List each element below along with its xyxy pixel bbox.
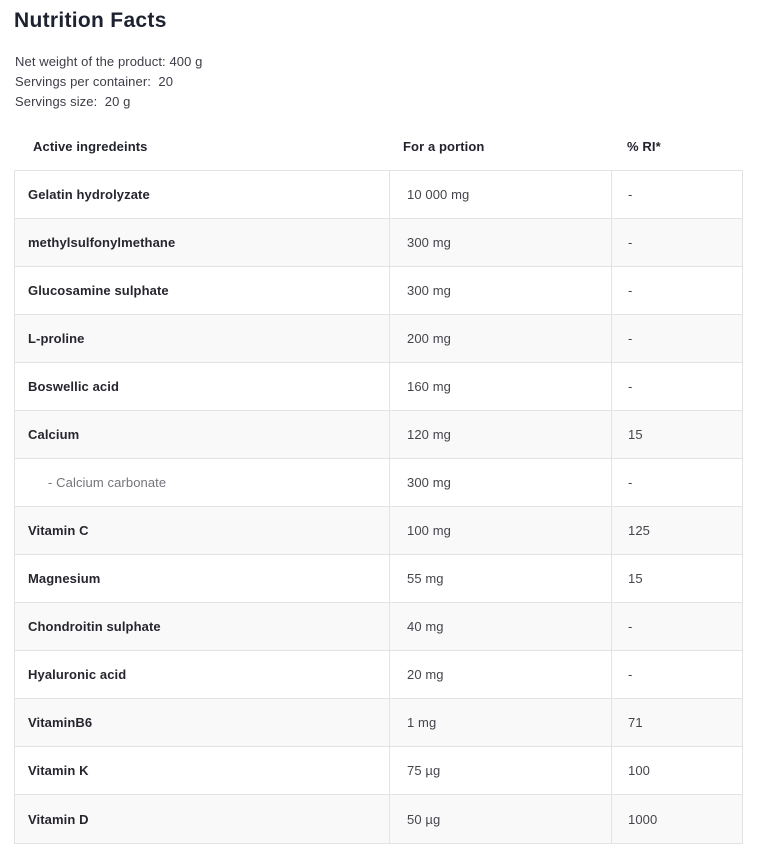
ingredient-name: - Calcium carbonate (15, 459, 390, 506)
ingredients-table (14, 170, 743, 844)
ingredient-name: Calcium (15, 411, 390, 458)
portion-value: 10 000 mg (390, 171, 612, 218)
portion-value: 75 µg (390, 747, 612, 794)
ri-value: 71 (628, 715, 643, 730)
page-title: Nutrition Facts (14, 9, 167, 32)
table-row (15, 795, 742, 843)
ingredient-name: Hyaluronic acid (15, 651, 390, 698)
ri-value: - (628, 235, 633, 250)
ri-value: 15 (628, 571, 643, 586)
ingredient-name: L-proline (15, 315, 390, 362)
portion-value: 300 mg (390, 459, 612, 506)
ingredient-name: Gelatin hydrolyzate (15, 171, 390, 218)
table-row (15, 555, 742, 603)
ingredient-name: Glucosamine sulphate (15, 267, 390, 314)
table-row (15, 699, 742, 747)
portion-value: 100 mg (390, 507, 612, 554)
servings-per-container-text: Servings per container: 20 (15, 74, 174, 89)
portion-value: 160 mg (390, 363, 612, 410)
ingredient-name: Magnesium (15, 555, 390, 602)
ri-value: - (628, 667, 633, 682)
portion-value: 200 mg (390, 315, 612, 362)
table-row (15, 459, 742, 507)
net-weight-text: Net weight of the product: 400 g (15, 54, 203, 69)
portion-value: 120 mg (390, 411, 612, 458)
table-row (15, 219, 742, 267)
table-row (15, 603, 742, 651)
column-header-portion: For a portion (403, 139, 485, 154)
ingredient-name: Boswellic acid (15, 363, 390, 410)
table-column-headers (14, 139, 741, 154)
ri-value: - (628, 379, 633, 394)
ingredient-name: VitaminB6 (15, 699, 390, 746)
ri-value: - (628, 331, 633, 346)
ri-value: - (628, 283, 633, 298)
table-row (15, 651, 742, 699)
portion-value: 55 mg (390, 555, 612, 602)
portion-value: 1 mg (390, 699, 612, 746)
ingredient-name: methylsulfonylmethane (15, 219, 390, 266)
ingredient-name: Vitamin K (15, 747, 390, 794)
ri-value: 1000 (628, 811, 658, 827)
table-row (15, 267, 742, 315)
table-row (15, 315, 742, 363)
ingredient-name: Chondroitin sulphate (15, 603, 390, 650)
ri-value: - (628, 619, 633, 634)
portion-value: 20 mg (390, 651, 612, 698)
product-meta (15, 52, 741, 112)
table-row (15, 363, 742, 411)
portion-value: 300 mg (390, 267, 612, 314)
portion-value: 40 mg (390, 603, 612, 650)
servings-size-text: Servings size: 20 g (15, 94, 131, 109)
ri-value: 100 (628, 763, 650, 778)
portion-value: 300 mg (390, 219, 612, 266)
column-header-ri: % RI* (627, 139, 661, 154)
column-header-ingredients: Active ingredeints (33, 139, 148, 154)
ingredient-name: Vitamin D (15, 795, 390, 843)
portion-value: 50 µg (390, 795, 612, 843)
table-row (15, 507, 742, 555)
ri-value: - (628, 187, 633, 202)
ri-value: 15 (628, 427, 643, 442)
table-row (15, 411, 742, 459)
table-row (15, 171, 742, 219)
table-row (15, 747, 742, 795)
ri-value: 125 (628, 523, 650, 538)
ri-value: - (628, 475, 633, 490)
ingredient-name: Vitamin C (15, 507, 390, 554)
